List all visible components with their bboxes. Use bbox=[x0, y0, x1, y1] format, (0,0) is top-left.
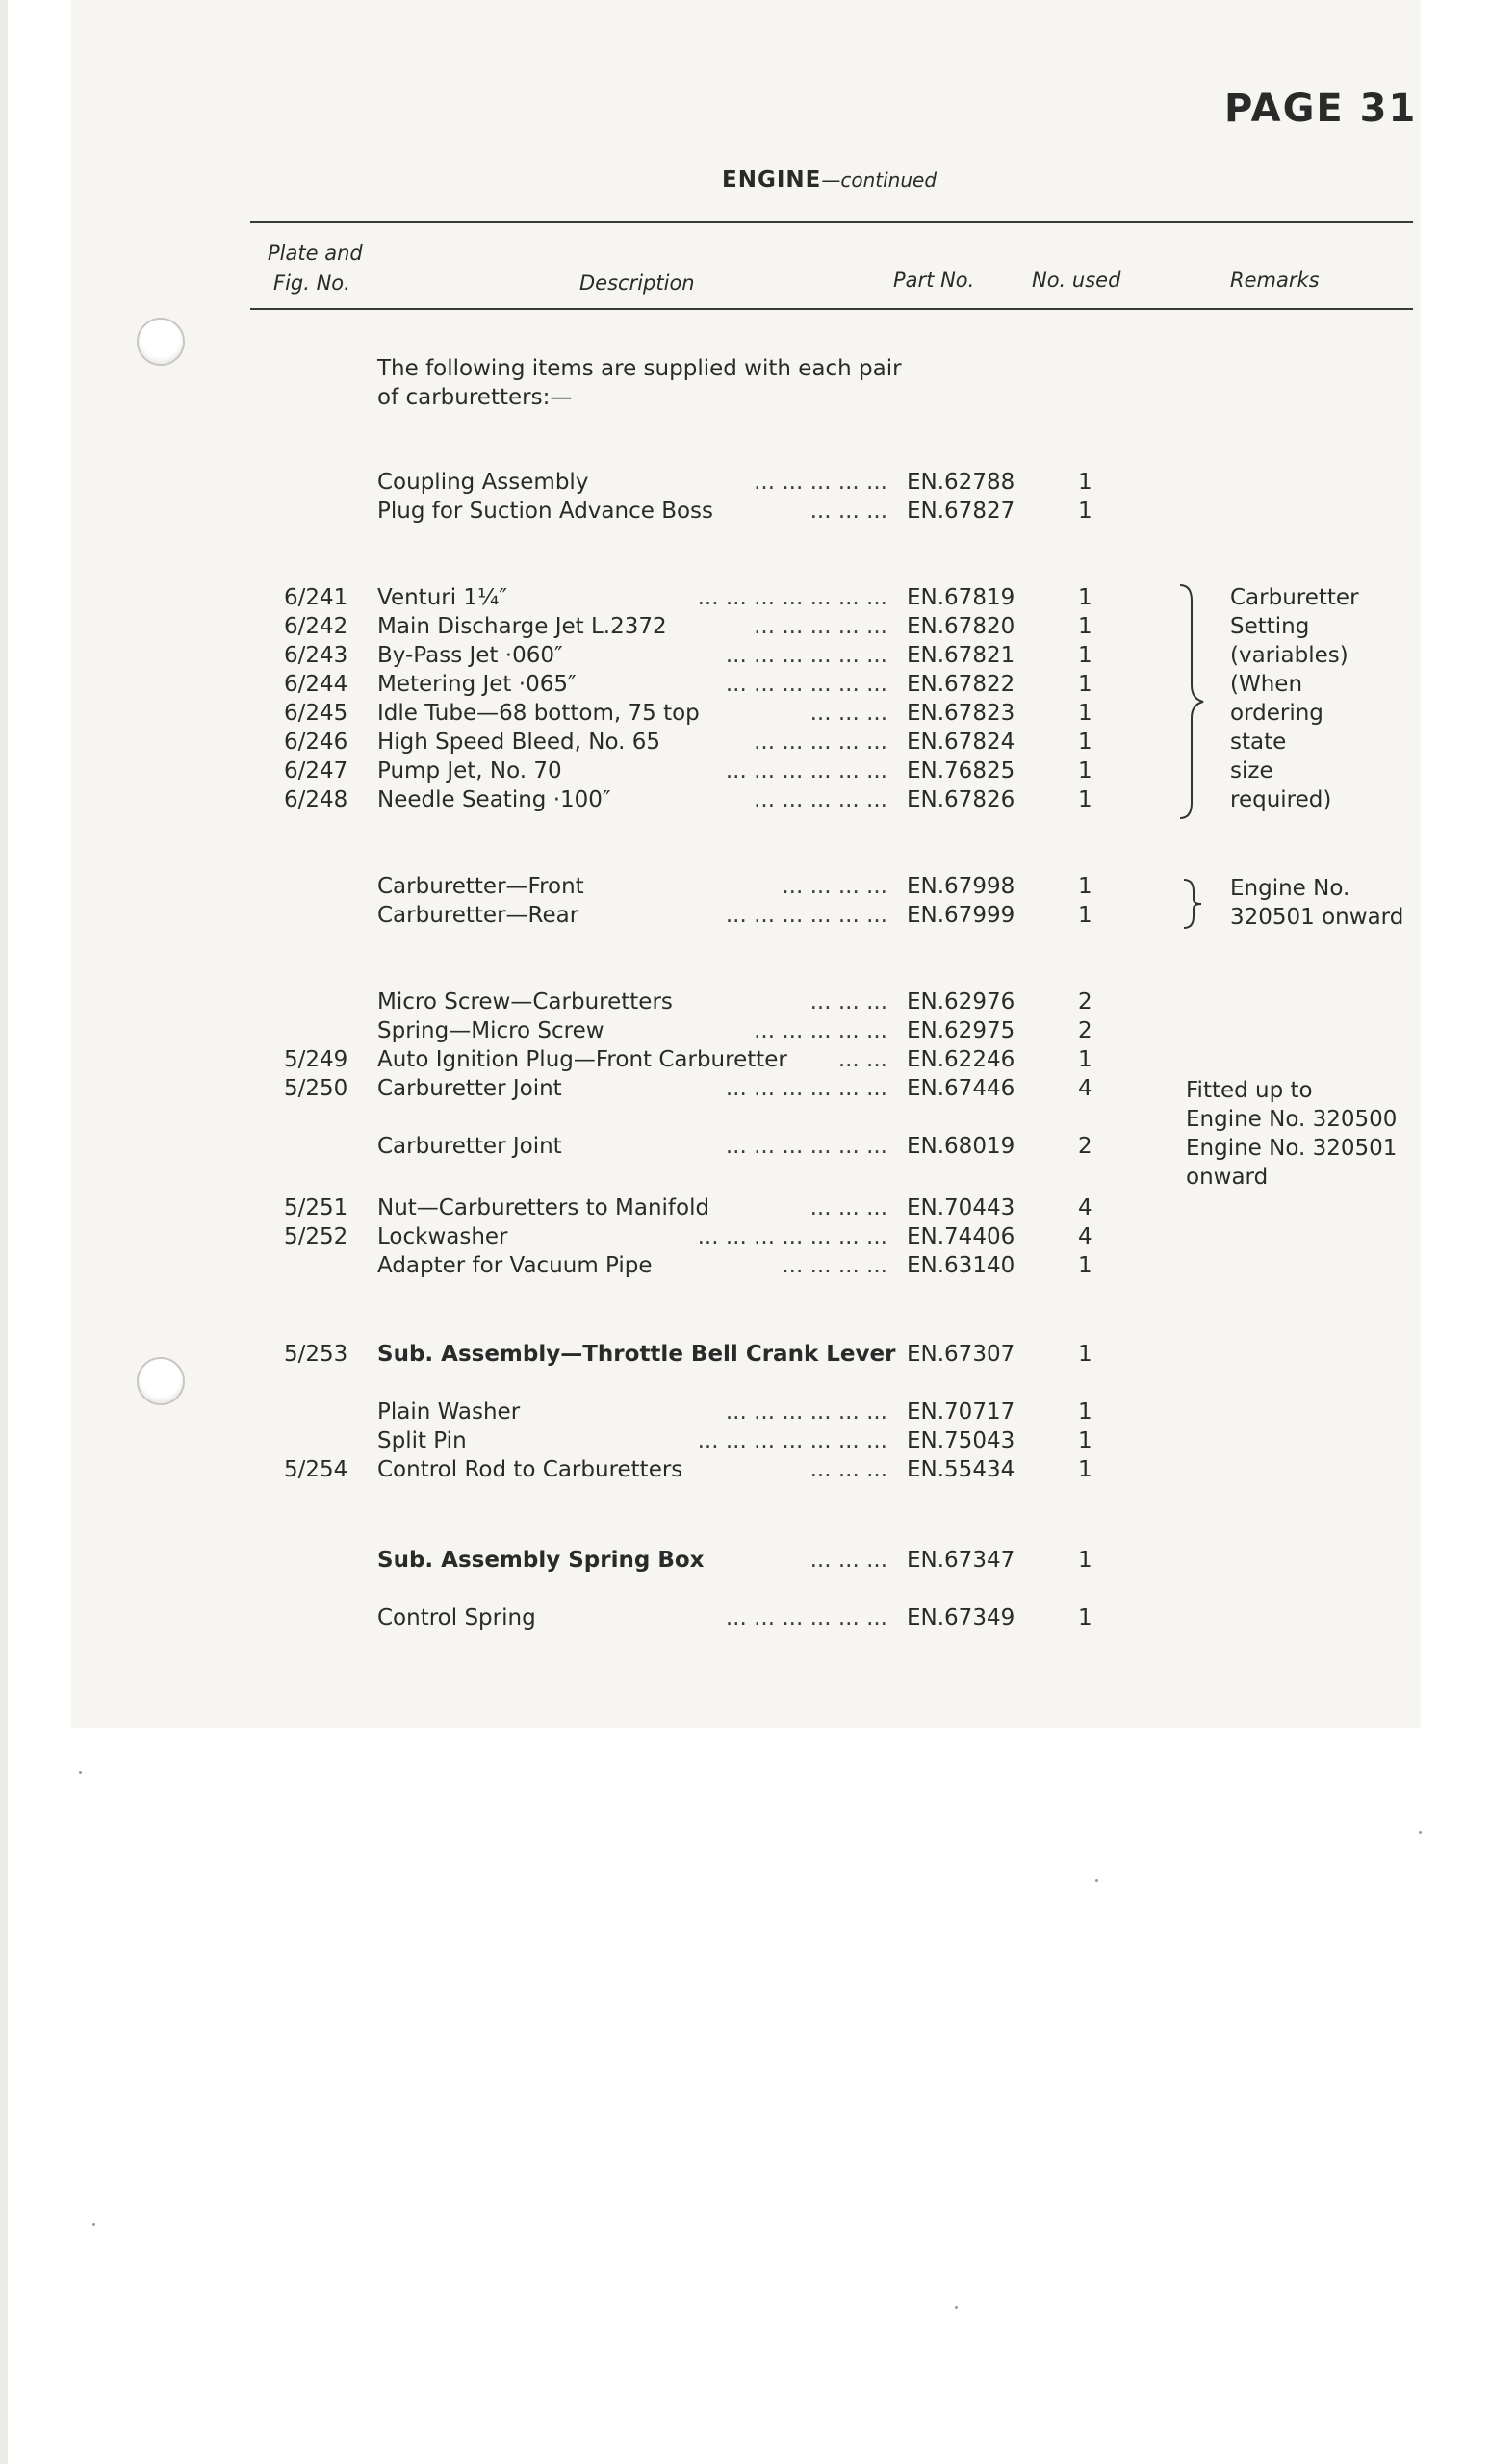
part-no: EN.62976 bbox=[907, 989, 1015, 1014]
qty-used: 1 bbox=[1078, 758, 1092, 783]
item-description: Pump Jet, No. 70 bbox=[377, 758, 562, 783]
scan-left-edge bbox=[0, 0, 8, 2464]
scan-speck bbox=[79, 1771, 82, 1774]
leader-dots: ... ... ... ... ... bbox=[754, 614, 887, 639]
qty-used: 1 bbox=[1078, 585, 1092, 610]
section-name: ENGINE bbox=[722, 167, 822, 192]
remark-line: 320501 onward bbox=[1230, 905, 1404, 930]
remark-line: (variables) bbox=[1230, 643, 1349, 668]
punch-hole-top bbox=[137, 318, 185, 366]
part-no: EN.67349 bbox=[907, 1605, 1015, 1630]
fig-no: 6/241 bbox=[284, 585, 348, 610]
item-description: Micro Screw—Carburetters bbox=[377, 989, 673, 1014]
scan-speck bbox=[955, 2306, 958, 2309]
part-no: EN.67827 bbox=[907, 499, 1015, 524]
qty-used: 1 bbox=[1078, 1253, 1092, 1278]
qty-used: 1 bbox=[1078, 730, 1092, 755]
item-description: Auto Ignition Plug—Front Carburetter bbox=[377, 1047, 787, 1072]
qty-used: 1 bbox=[1078, 643, 1092, 668]
col-no-used: No. used bbox=[1032, 269, 1121, 292]
item-description: Metering Jet ·065″ bbox=[377, 672, 577, 697]
item-description: Nut—Carburetters to Manifold bbox=[377, 1195, 710, 1220]
qty-used: 1 bbox=[1078, 874, 1092, 899]
fig-no: 6/247 bbox=[284, 758, 348, 783]
qty-used: 1 bbox=[1078, 787, 1092, 812]
leader-dots: ... ... ... ... ... ... bbox=[725, 1134, 887, 1159]
remark-line: (When bbox=[1230, 672, 1303, 697]
item-description: Venturi 1¼″ bbox=[377, 585, 507, 610]
remark-line: onward bbox=[1186, 1165, 1269, 1190]
fig-no: 6/245 bbox=[284, 701, 348, 726]
part-no: EN.67820 bbox=[907, 614, 1015, 639]
qty-used: 4 bbox=[1078, 1224, 1092, 1249]
leader-dots: ... ... ... ... ... bbox=[754, 1018, 887, 1043]
qty-used: 1 bbox=[1078, 1399, 1092, 1424]
qty-used: 1 bbox=[1078, 499, 1092, 524]
leader-dots: ... ... ... ... ... ... bbox=[725, 758, 887, 783]
qty-used: 4 bbox=[1078, 1076, 1092, 1101]
leader-dots: ... ... ... ... ... ... ... bbox=[697, 1428, 887, 1453]
part-no: EN.55434 bbox=[907, 1457, 1015, 1482]
col-plate-fig-1: Plate and bbox=[268, 242, 363, 265]
leader-dots: ... ... ... ... ... bbox=[754, 470, 887, 495]
header-rule-top bbox=[250, 221, 1413, 223]
item-description: Control Spring bbox=[377, 1605, 536, 1630]
leader-dots: ... ... ... ... ... ... bbox=[725, 643, 887, 668]
qty-used: 2 bbox=[1078, 1018, 1092, 1043]
part-no: EN.67347 bbox=[907, 1548, 1015, 1573]
item-description: Spring—Micro Screw bbox=[377, 1018, 604, 1043]
item-description: Sub. Assembly Spring Box bbox=[377, 1548, 705, 1573]
col-description: Description bbox=[579, 271, 695, 295]
remark-line: Setting bbox=[1230, 614, 1310, 639]
intro-line-1: The following items are supplied with each pair bbox=[377, 356, 902, 381]
brace-setting bbox=[1176, 581, 1205, 822]
leader-dots: ... ... ... bbox=[809, 989, 887, 1014]
intro-line-2: of carburetters:— bbox=[377, 385, 573, 410]
leader-dots: ... ... ... ... ... ... bbox=[725, 1605, 887, 1630]
qty-used: 2 bbox=[1078, 989, 1092, 1014]
col-remarks: Remarks bbox=[1230, 269, 1320, 292]
qty-used: 1 bbox=[1078, 1457, 1092, 1482]
item-description: Carburetter Joint bbox=[377, 1134, 562, 1159]
part-no: EN.62246 bbox=[907, 1047, 1015, 1072]
leader-dots: ... ... ... ... ... ... bbox=[725, 672, 887, 697]
fig-no: 5/249 bbox=[284, 1047, 348, 1072]
remark-line: required) bbox=[1230, 787, 1332, 812]
leader-dots: ... ... ... ... ... ... ... bbox=[697, 585, 887, 610]
col-plate-fig-2: Fig. No. bbox=[273, 271, 350, 295]
leader-dots: ... ... ... bbox=[809, 1195, 887, 1220]
fig-no: 5/253 bbox=[284, 1342, 348, 1367]
part-no: EN.67822 bbox=[907, 672, 1015, 697]
fig-no: 6/248 bbox=[284, 787, 348, 812]
leader-dots: ... ... ... bbox=[809, 701, 887, 726]
leader-dots: ... ... ... ... bbox=[782, 1253, 887, 1278]
item-description: By-Pass Jet ·060″ bbox=[377, 643, 563, 668]
item-description: Adapter for Vacuum Pipe bbox=[377, 1253, 653, 1278]
part-no: EN.67307 bbox=[907, 1342, 1015, 1367]
item-description: Plug for Suction Advance Boss bbox=[377, 499, 714, 524]
item-description: Carburetter—Rear bbox=[377, 903, 579, 928]
part-no: EN.62975 bbox=[907, 1018, 1015, 1043]
fig-no: 6/244 bbox=[284, 672, 348, 697]
section-title bbox=[722, 166, 937, 194]
scan-speck bbox=[92, 2223, 95, 2226]
part-no: EN.74406 bbox=[907, 1224, 1015, 1249]
part-no: EN.70443 bbox=[907, 1195, 1015, 1220]
remark-line: state bbox=[1230, 730, 1287, 755]
part-no: EN.67999 bbox=[907, 903, 1015, 928]
item-description: Lockwasher bbox=[377, 1224, 508, 1249]
part-no: EN.67826 bbox=[907, 787, 1015, 812]
leader-dots: ... ... ... bbox=[809, 1457, 887, 1482]
remark-line: size bbox=[1230, 758, 1273, 783]
part-no: EN.76825 bbox=[907, 758, 1015, 783]
part-no: EN.67819 bbox=[907, 585, 1015, 610]
qty-used: 1 bbox=[1078, 614, 1092, 639]
leader-dots: ... ... ... ... ... ... bbox=[725, 1076, 887, 1101]
remark-line: Engine No. 320501 bbox=[1186, 1136, 1398, 1161]
qty-used: 1 bbox=[1078, 1605, 1092, 1630]
part-no: EN.62788 bbox=[907, 470, 1015, 495]
remark-line: ordering bbox=[1230, 701, 1323, 726]
item-description: High Speed Bleed, No. 65 bbox=[377, 730, 661, 755]
fig-no: 5/252 bbox=[284, 1224, 348, 1249]
scan-speck bbox=[1419, 1831, 1422, 1834]
qty-used: 2 bbox=[1078, 1134, 1092, 1159]
part-no: EN.75043 bbox=[907, 1428, 1015, 1453]
fig-no: 6/242 bbox=[284, 614, 348, 639]
leader-dots: ... ... ... ... bbox=[782, 874, 887, 899]
fig-no: 5/250 bbox=[284, 1076, 348, 1101]
remark-line: Engine No. bbox=[1230, 876, 1350, 901]
remark-line: Engine No. 320500 bbox=[1186, 1107, 1398, 1132]
item-description: Plain Washer bbox=[377, 1399, 521, 1424]
punch-hole-bottom bbox=[137, 1357, 185, 1405]
scan-speck bbox=[1095, 1879, 1098, 1882]
part-no: EN.67998 bbox=[907, 874, 1015, 899]
item-description: Needle Seating ·100″ bbox=[377, 787, 611, 812]
qty-used: 1 bbox=[1078, 903, 1092, 928]
part-no: EN.67821 bbox=[907, 643, 1015, 668]
item-description: Split Pin bbox=[377, 1428, 467, 1453]
header-rule-bottom bbox=[250, 308, 1413, 310]
leader-dots: ... ... ... ... ... ... bbox=[725, 1399, 887, 1424]
qty-used: 1 bbox=[1078, 672, 1092, 697]
item-description: Carburetter Joint bbox=[377, 1076, 562, 1101]
item-description: Carburetter—Front bbox=[377, 874, 584, 899]
leader-dots: ... ... ... ... ... bbox=[754, 730, 887, 755]
part-no: EN.63140 bbox=[907, 1253, 1015, 1278]
leader-dots: ... ... ... bbox=[809, 499, 887, 524]
col-part-no: Part No. bbox=[893, 269, 975, 292]
page-number: PAGE 31 bbox=[1224, 87, 1418, 131]
remark-line: Fitted up to bbox=[1186, 1078, 1313, 1103]
part-no: EN.67446 bbox=[907, 1076, 1015, 1101]
qty-used: 1 bbox=[1078, 470, 1092, 495]
qty-used: 1 bbox=[1078, 1428, 1092, 1453]
section-suffix: —continued bbox=[821, 168, 938, 192]
qty-used: 1 bbox=[1078, 1548, 1092, 1573]
leader-dots: ... ... ... bbox=[809, 1548, 887, 1573]
qty-used: 1 bbox=[1078, 1047, 1092, 1072]
qty-used: 1 bbox=[1078, 1342, 1092, 1367]
fig-no: 6/243 bbox=[284, 643, 348, 668]
fig-no: 5/251 bbox=[284, 1195, 348, 1220]
item-description: Main Discharge Jet L.2372 bbox=[377, 614, 667, 639]
part-no: EN.67823 bbox=[907, 701, 1015, 726]
item-description: Idle Tube—68 bottom, 75 top bbox=[377, 701, 700, 726]
item-description: Coupling Assembly bbox=[377, 470, 589, 495]
leader-dots: ... ... ... ... ... bbox=[754, 787, 887, 812]
qty-used: 4 bbox=[1078, 1195, 1092, 1220]
fig-no: 5/254 bbox=[284, 1457, 348, 1482]
part-no: EN.68019 bbox=[907, 1134, 1015, 1159]
item-description: Control Rod to Carburetters bbox=[377, 1457, 683, 1482]
leader-dots: ... ... ... ... ... ... bbox=[725, 903, 887, 928]
leader-dots: ... ... bbox=[837, 1047, 887, 1072]
item-description: Sub. Assembly—Throttle Bell Crank Lever bbox=[377, 1342, 896, 1367]
brace-engine bbox=[1180, 876, 1205, 932]
part-no: EN.70717 bbox=[907, 1399, 1015, 1424]
fig-no: 6/246 bbox=[284, 730, 348, 755]
qty-used: 1 bbox=[1078, 701, 1092, 726]
remark-line: Carburetter bbox=[1230, 585, 1359, 610]
leader-dots: ... ... ... ... ... ... ... bbox=[697, 1224, 887, 1249]
part-no: EN.67824 bbox=[907, 730, 1015, 755]
